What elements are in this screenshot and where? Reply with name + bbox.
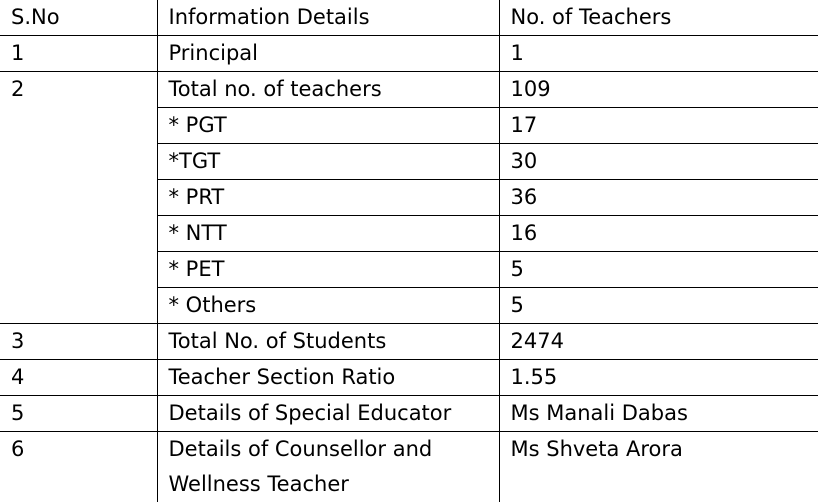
cell-detail: Total No. of Students [157,324,499,360]
cell-detail: * PRT [157,180,499,216]
cell-value: Ms Manali Dabas [499,396,818,432]
cell-value: 1.55 [499,360,818,396]
cell-value: 30 [499,144,818,180]
cell-sno: 6 [0,432,157,502]
header-information-details: Information Details [157,0,499,36]
cell-detail: Details of Counsellor and Wellness Teacher [157,432,499,502]
cell-detail: Principal [157,36,499,72]
cell-value: 36 [499,180,818,216]
cell-value: 2474 [499,324,818,360]
table-row [0,72,818,108]
cell-value: 109 [499,72,818,108]
cell-sno: 4 [0,360,157,396]
table-row [0,324,818,360]
table-row [0,360,818,396]
cell-value: 5 [499,288,818,324]
cell-value: 5 [499,252,818,288]
cell-detail: * PGT [157,108,499,144]
cell-sno: 2 [0,72,157,324]
table-row [0,396,818,432]
cell-value: 1 [499,36,818,72]
cell-detail: Details of Special Educator [157,396,499,432]
cell-value: Ms Shveta Arora [499,432,818,502]
cell-detail: Teacher Section Ratio [157,360,499,396]
cell-value: 17 [499,108,818,144]
cell-sno: 3 [0,324,157,360]
cell-detail: * Others [157,288,499,324]
cell-sno: 5 [0,396,157,432]
cell-detail: Total no. of teachers [157,72,499,108]
header-sno: S.No [0,0,157,36]
header-row [0,0,818,36]
table-row [0,36,818,72]
cell-value: 16 [499,216,818,252]
cell-detail: * NTT [157,216,499,252]
table-row [0,432,818,502]
cell-sno: 1 [0,36,157,72]
cell-detail: * PET [157,252,499,288]
header-no-of-teachers: No. of Teachers [499,0,818,36]
cell-detail: *TGT [157,144,499,180]
